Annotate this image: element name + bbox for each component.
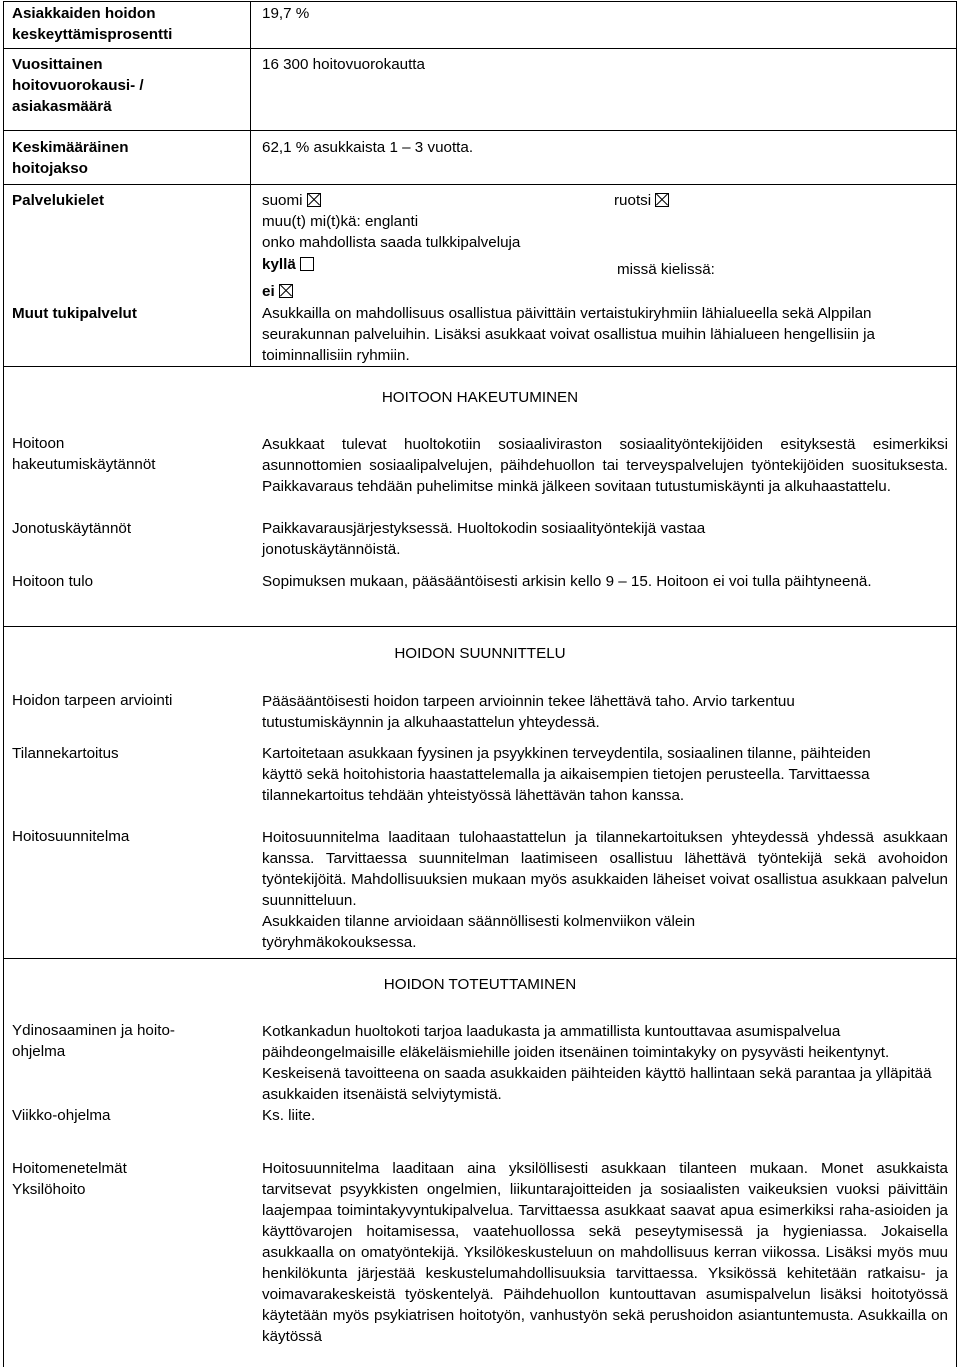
label-tilannekartoitus: Tilannekartoitus (12, 745, 119, 762)
text-viikko-ohjelma: Ks. liite. (262, 1107, 316, 1124)
label-hoitovuorokausi: Vuosittainen hoitovuorokausi- / asiakasmäärä (12, 56, 144, 115)
checkbox-unchecked-icon[interactable] (300, 257, 314, 271)
interpreter-yes (262, 254, 314, 275)
text-hoitosuunnitelma-arviointi: Asukkaiden tilanne arvioidaan säännöllisesti kolmenviikon välein työryhmäkokouksessa. (262, 913, 696, 951)
label-hoitoon-tulo: Hoitoon tulo (12, 573, 94, 590)
interpreter-yes-label: kyllä (262, 256, 296, 273)
label-hoitojakso: Keskimääräinen hoitojakso (12, 139, 129, 177)
language-suomi (262, 190, 321, 211)
value-tukipalvelut: Asukkailla on mahdollisuus osallistua päivittäin vertaistukiryhmiin lähialueella sekä Alppilan seurakunnan palveluihin. Lisäksi asukkaat voivat osallistua muihin lähialueen hengellisiin ja toiminnallisiin ryhmiin. (262, 305, 875, 364)
label-ydinosaaminen: Ydinosaaminen ja hoito-ohjelma (12, 1022, 175, 1060)
language-ruotsi (614, 190, 669, 211)
section-title-hakeutuminen: HOITOON HAKEUTUMINEN (381, 389, 579, 406)
text-tarpeen-arviointi: Pääsääntöisesti hoidon tarpeen arvioinnin tekee lähettävä taho. Arvio tarkentuu tutustumiskäynnin ja alkuhaastattelun yhteydessä. (262, 693, 795, 731)
interpreter-no-label: ei (262, 283, 275, 300)
label-tarpeen-arviointi: Hoidon tarpeen arviointi (12, 692, 173, 709)
label-keskeyttamisprosentti: Asiakkaiden hoidon keskeyttämisprosentti (12, 5, 173, 43)
row-divider (4, 958, 956, 959)
label-viikko-ohjelma: Viikko-ohjelma (12, 1107, 111, 1124)
value-hoitovuorokausi: 16 300 hoitovuorokautta (262, 56, 425, 73)
label-hakeutumiskaytannot: Hoitoon hakeutumiskäytännöt (12, 435, 156, 473)
row-divider (4, 130, 956, 131)
text-jonotuskaytannot: Paikkavarausjärjestyksessä. Huoltokodin sosiaalityöntekijä vastaa jonotuskäytännöistä. (262, 520, 706, 558)
section-title-toteuttaminen: HOIDON TOTEUTTAMINEN (383, 976, 577, 993)
document-page (3, 1, 957, 1367)
language-suomi-label: suomi (262, 192, 303, 209)
label-hoitomenetelmat: Hoitomenetelmät (12, 1160, 127, 1177)
text-ydinosaaminen: Kotkankadun huoltokoti tarjoa laadukasta ja ammatillista kuntouttavaa asumispalvelua päihdeongelmaisille eläkeläismiehille joiden itsenäinen toimintakyky on pysyvästi heikentynyt. Keskeisenä tavoitteena on saada asukkaiden päihteiden käyttö hallintaan sekä parantaa ja ylläpitää asukkaiden itsenäistä selviytymistä. (262, 1023, 932, 1103)
row-divider (4, 184, 956, 185)
row-divider (4, 48, 956, 49)
text-hoitoon-tulo: Sopimuksen mukaan, pääsääntöisesti arkisin kello 9 – 15. Hoitoon ei voi tulla päihtyneenä. (262, 573, 872, 590)
label-yksilohoito: Yksilöhoito (12, 1181, 86, 1198)
section-title-suunnittelu: HOIDON SUUNNITTELU (394, 645, 566, 662)
checkbox-checked-icon[interactable] (655, 193, 669, 207)
label-hoitosuunnitelma: Hoitosuunnitelma (12, 828, 130, 845)
interpreter-languages-label: missä kielissä: (617, 261, 715, 278)
interpreter-no (262, 281, 293, 302)
text-hoitomenetelmat: Hoitosuunnitelma laaditaan aina yksilöllisesti asukkaan tilanteen mukaan. Monet asukkaista tarvitsevat psyykkisten ongelmien, liikuntarajoitteiden ja sosiaalisten vaikeuksien vuoksi päivittäin laajempaa toimintakyvyntukipalvelua. Tarvittaessa asukkaat saavat apua esimerkiksi raha-asioiden ja käyttövarojen hoitamisessa, vaatehuollossa sekä peseytymisessä ja hygieniassa. Jokaisella asukkaalla on omatyöntekijä. Yksilökeskusteluun on mahdollisuus kerran viikossa. Lisäksi myös muu henkilökunta järjestää keskustelumahdollisuuksia tarvittaessa. Yksikössä kehitetään ratkaisu- ja voimavarakeskeistä työskentelyä. Päihdehuollon kuntouttavan asumispalvelun lisäksi hoitotyössä käytetään myös psykiatrisen hoitotyön, vanhustyön sekä perushoidon asiantuntemusta. Asukkailla on käytössä (262, 1160, 948, 1345)
row-divider (4, 626, 956, 627)
text-tilannekartoitus: Kartoitetaan asukkaan fyysinen ja psyykkinen terveydentila, sosiaalinen tilanne, päihteiden käyttö sekä hoitohistoria haastattelemalla ja aikaisempien tietojen perusteella. Tarvittaessa tilannekartoitus tehdään yhteistyössä lähettävän tahon kanssa. (262, 745, 871, 804)
value-keskeyttamisprosentti: 19,7 % (262, 5, 310, 22)
value-hoitojakso: 62,1 % asukkaista 1 – 3 vuotta. (262, 139, 474, 156)
interpreter-question: onko mahdollista saada tulkkipalveluja (262, 234, 521, 251)
label-palvelukielet: Palvelukielet (12, 192, 105, 209)
row-divider (4, 366, 956, 367)
checkbox-checked-icon[interactable] (307, 193, 321, 207)
text-hakeutumiskaytannot: Asukkaat tulevat huoltokotiin sosiaaliviraston sosiaalityöntekijöiden esityksestä esimerkiksi asunnottomien sosiaalipalvelujen, päihdehuollon tai terveyspalvelujen työntekijöiden suosituksesta. Paikkavaraus tehdään puhelimitse minkä jälkeen sovitaan tutustumiskäynti ja alkuhaastattelu. (262, 436, 948, 495)
language-ruotsi-label: ruotsi (614, 192, 652, 209)
label-jonotuskaytannot: Jonotuskäytännöt (12, 520, 132, 537)
label-tukipalvelut: Muut tukipalvelut (12, 305, 137, 322)
language-other: muu(t) mi(t)kä: englanti (262, 213, 419, 230)
text-hoitosuunnitelma: Hoitosuunnitelma laaditaan tulohaastattelun ja tilannekartoituksen yhteydessä yhdessä asukkaan kanssa. Tarvittaessa suunnitelman laatimiseen osallistuu lähettävä työntekijä sekä avohoidon työntekijöitä. Mahdollisuuksien mukaan myös asukkaiden läheiset voivat osallistua asukkaan palvelun suunnitteluun. (262, 829, 948, 909)
checkbox-checked-icon[interactable] (279, 284, 293, 298)
